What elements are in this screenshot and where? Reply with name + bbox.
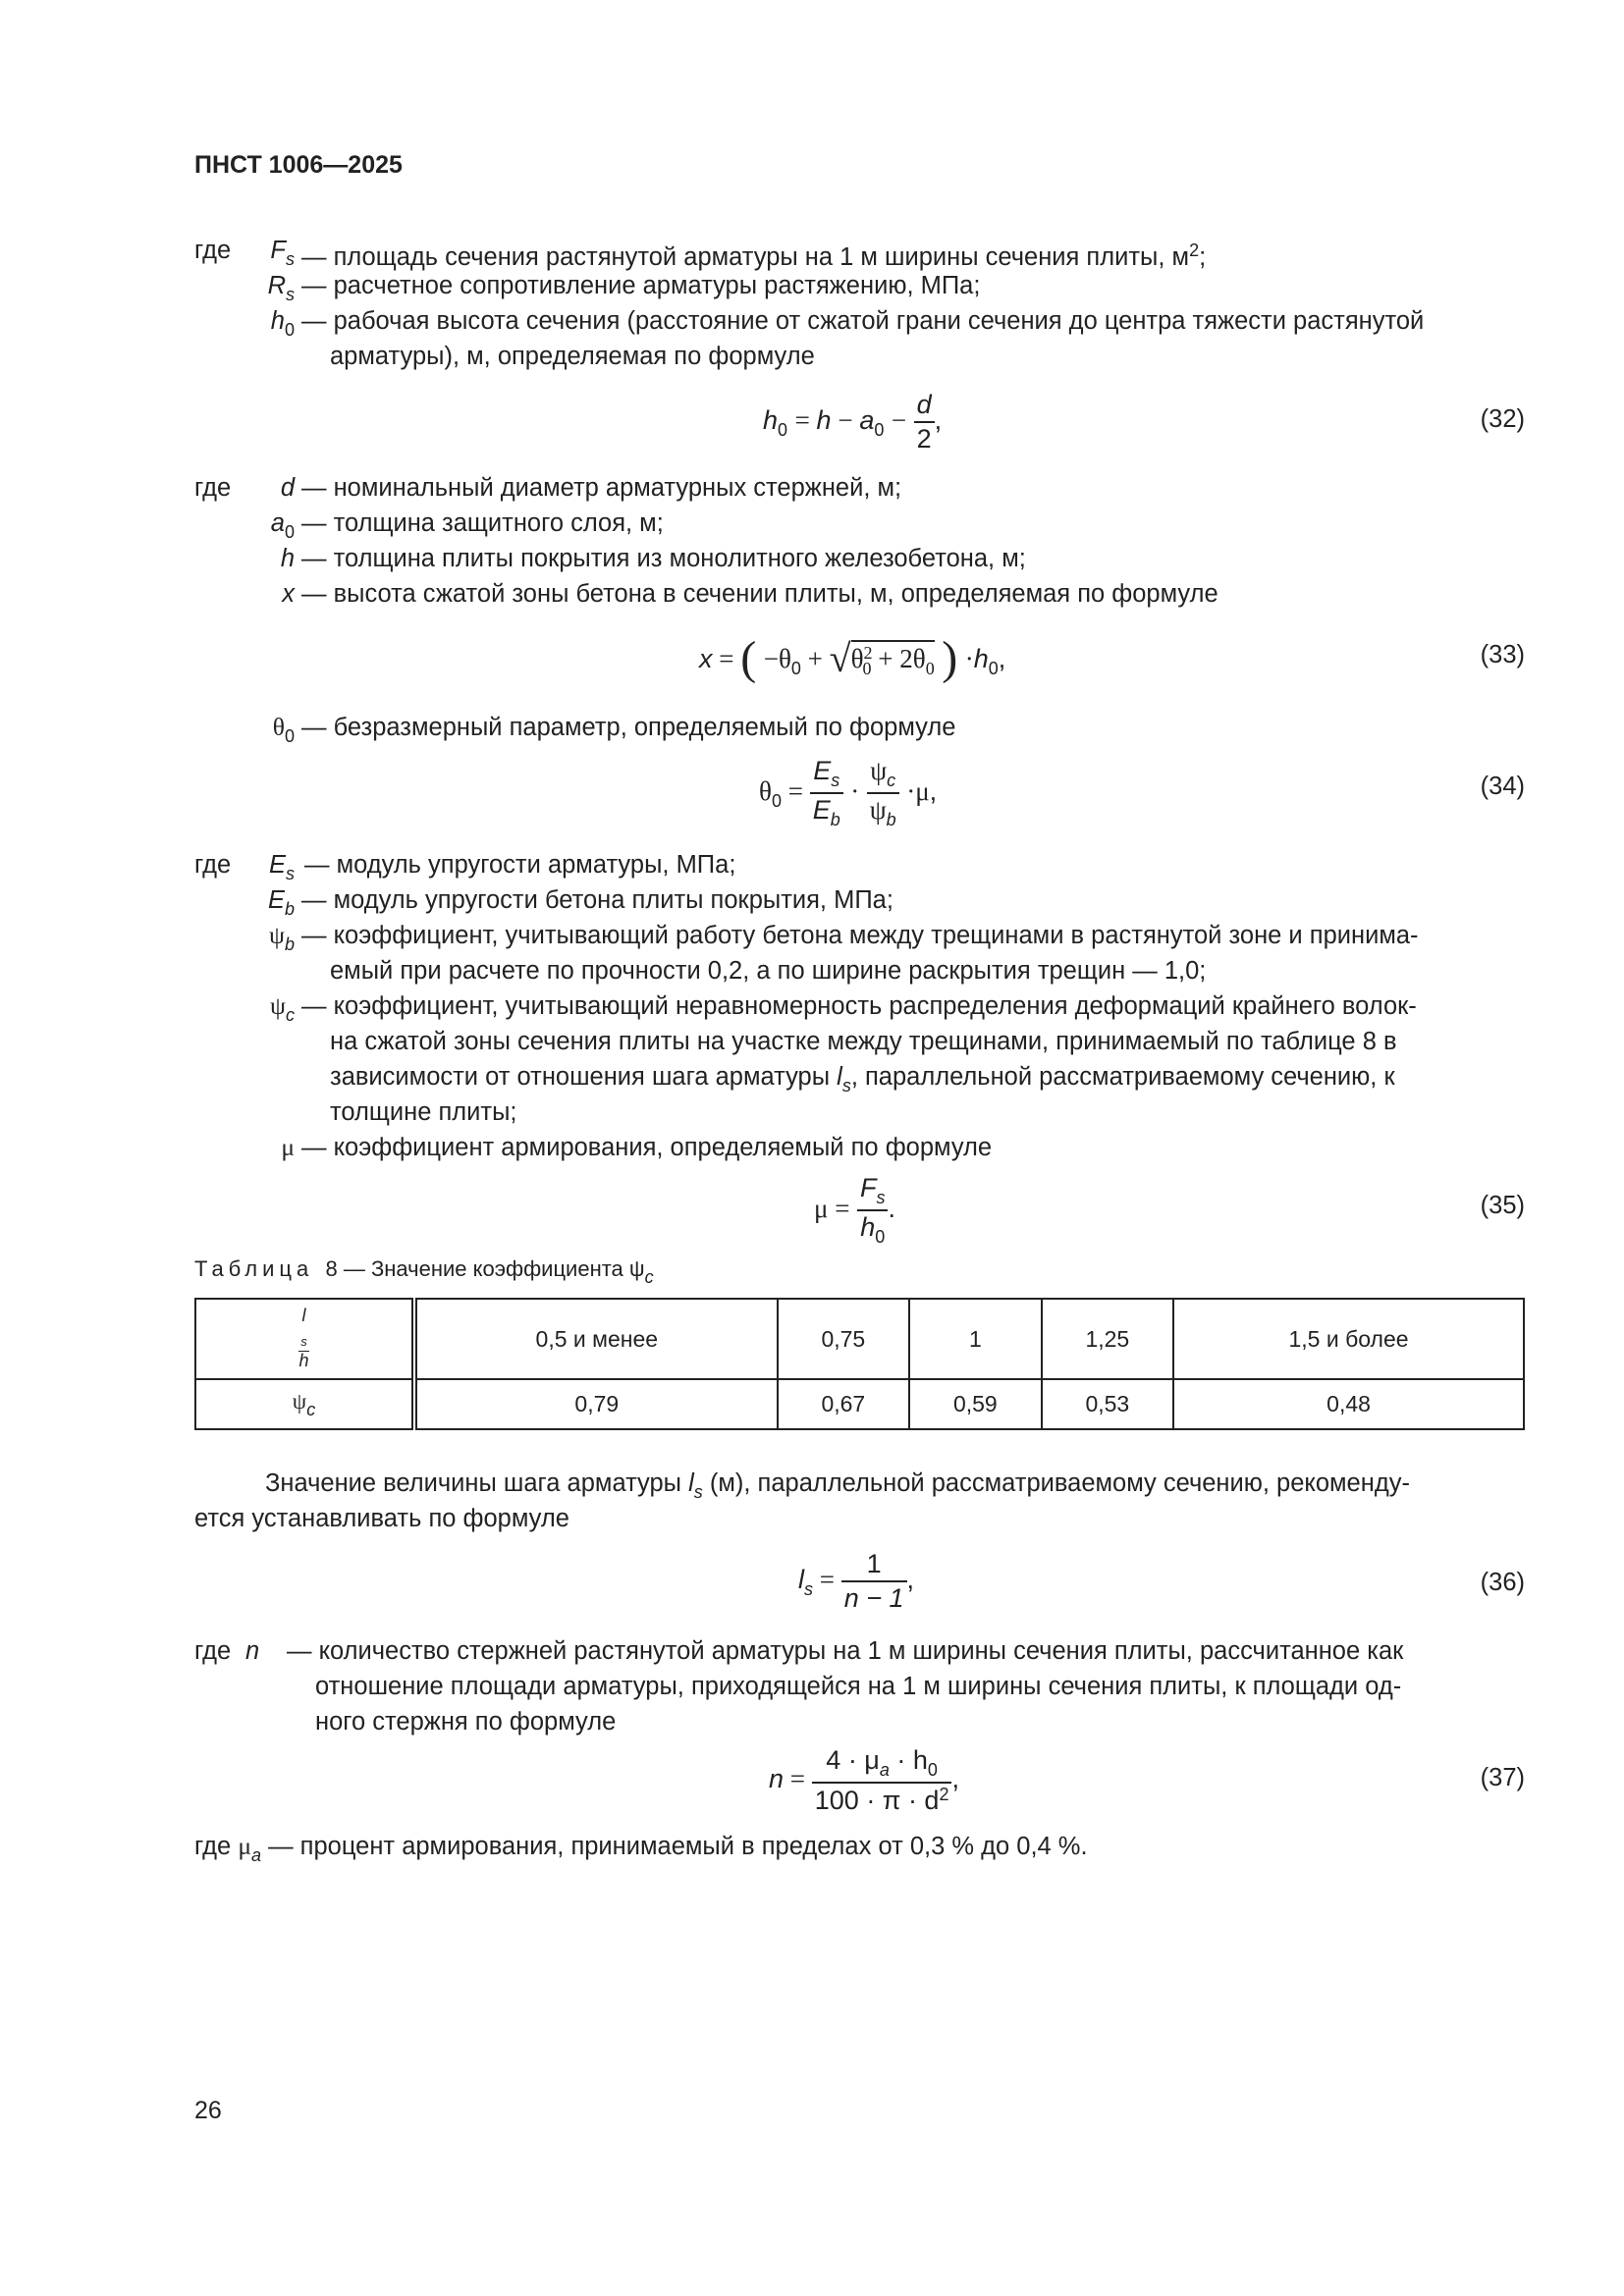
formula-34: $\theta_0$ = $\frac{E_s}{E_b}$ · $\frac{\psi_c}{\psi_b}$ ·μ,	[759, 756, 938, 829]
formula-number-35: (35)	[1480, 1192, 1525, 1219]
formula-number-32: (32)	[1480, 405, 1525, 433]
def-psi-c: — коэффициент, учитывающий неравномерность распределения деформаций крайнего волок-	[301, 992, 1417, 1020]
table-cell: 0,48	[1173, 1379, 1524, 1429]
def-Eb: — модуль упругости бетона плиты покрытия, МПа;	[301, 886, 893, 914]
symbol-h0: $h_0$	[270, 307, 295, 340]
symbol-Es: $E_s$	[268, 851, 295, 883]
document-id: ПНСТ 1006—2025	[194, 151, 403, 179]
paragraph-line-1: Значение величины шага арматуры $l_s$ (м), параллельной рассматриваемому сечению, рекоменду-	[265, 1469, 1410, 1502]
def-theta0: — безразмерный параметр, определяемый по формуле	[301, 714, 956, 741]
def-a0: — толщина защитного слоя, м;	[301, 509, 664, 537]
where-label: где	[194, 851, 232, 879]
table-cell: 0,53	[1042, 1379, 1174, 1429]
def-mu-a: где $\mu_a$ — процент армирования, принимаемый в пределах от 0,3 % до 0,4 %.	[194, 1832, 1088, 1865]
header-ratio-cell: l $_s$ h	[195, 1299, 414, 1379]
def-psi-b-cont: емый при расчете по прочности 0,2, а по ширине раскрытия трещин — 1,0;	[330, 957, 1207, 985]
table-cell: 0,67	[778, 1379, 910, 1429]
def-n-cont1: отношение площади арматуры, приходящейся на 1 м ширины сечения плиты, к площади од-	[315, 1673, 1402, 1700]
row-label-psi-c: $\psi_c$	[195, 1379, 414, 1429]
def-mu: — коэффициент армирования, определяемый по формуле	[301, 1134, 993, 1161]
def-h: — толщина плиты покрытия из монолитного железобетона, м;	[301, 545, 1026, 572]
def-psi-c-cont1: на сжатой зоны сечения плиты на участке между трещинами, принимаемый по таблице 8 в	[330, 1028, 1397, 1055]
table-8	[194, 1298, 1525, 1430]
def-h0-cont: арматуры), м, определяемая по формуле	[330, 343, 815, 370]
def-psi-c-cont3: толщине плиты;	[330, 1098, 517, 1126]
formula-number-34: (34)	[1480, 773, 1525, 800]
table-row	[195, 1379, 1524, 1429]
symbol-Eb: $E_b$	[267, 886, 295, 919]
table-cell: 0,79	[414, 1379, 778, 1429]
formula-32: $h_0 = h - a_0$ − $\frac{d}{2}$ ,	[763, 390, 943, 454]
formula-33: x = ( $-\theta_0 + √\theta^2_0 + 2\theta_0$ ) $\cdot h_0$,	[699, 632, 1006, 684]
header-cell: 0,5 и менее	[414, 1299, 778, 1379]
formula-number-36: (36)	[1480, 1569, 1525, 1596]
header-cell: 1,25	[1042, 1299, 1174, 1379]
symbol-Rs: $R_s$	[267, 272, 295, 304]
where-label: где	[194, 237, 232, 264]
symbol-a0: $a_0$	[270, 509, 295, 542]
symbol-mu: μ	[281, 1133, 295, 1161]
def-Fs: — площадь сечения растянутой арматуры на 1 м ширины сечения плиты, $м^2$;	[301, 240, 1207, 271]
table-caption: Таблица 8 — Значение коэффициента $\psi_c$	[194, 1256, 654, 1287]
page-number: 26	[194, 2097, 222, 2124]
header-cell: 0,75	[778, 1299, 910, 1379]
where-label: где	[194, 474, 232, 502]
def-Es: — модуль упругости арматуры, МПа;	[304, 851, 736, 879]
def-psi-b: — коэффициент, учитывающий работу бетона между трещинами в растянутой зоне и принима-	[301, 922, 1419, 949]
symbol-n: n	[245, 1637, 260, 1665]
symbol-theta0: $\theta_0$	[272, 713, 295, 746]
def-Rs: — расчетное сопротивление арматуры растяжению, МПа;	[301, 272, 981, 299]
symbol-h: h	[280, 545, 295, 572]
def-x: — высота сжатой зоны бетона в сечении плиты, м, определяемая по формуле	[301, 580, 1218, 608]
formula-36: $l_s$ = $\frac{1}{n - 1}$ ,	[798, 1549, 915, 1613]
symbol-Fs: $F_s$	[270, 237, 295, 269]
header-cell: 1	[909, 1299, 1042, 1379]
def-n: — количество стержней растянутой арматуры на 1 м ширины сечения плиты, рассчитанное как	[287, 1637, 1404, 1665]
symbol-d: d	[280, 474, 295, 502]
symbol-psi-b: $\psi_b$	[269, 921, 295, 954]
where-label: где	[194, 1637, 232, 1665]
formula-number-37: (37)	[1480, 1764, 1525, 1791]
def-d: — номинальный диаметр арматурных стержней, м;	[301, 474, 902, 502]
symbol-psi-c: $\psi_c$	[270, 991, 295, 1025]
table-header-row	[195, 1299, 1524, 1379]
formula-35: μ = $\frac{F_s}{h_0}$ .	[814, 1173, 895, 1247]
symbol-x: x	[282, 580, 295, 608]
header-cell: 1,5 и более	[1173, 1299, 1524, 1379]
def-psi-c-cont2: зависимости от отношения шага арматуры $l_s$, параллельной рассматриваемому сечению, к	[330, 1063, 1395, 1095]
formula-number-33: (33)	[1480, 641, 1525, 668]
formula-37: n = $\frac{4 \cdot \mu_a \cdot h_0}{100 \cdot \pi \cdot d^2}$ ,	[769, 1745, 959, 1815]
def-n-cont2: ного стержня по формуле	[315, 1708, 617, 1735]
table-cell: 0,59	[909, 1379, 1042, 1429]
paragraph-line-2: ется устанавливать по формуле	[194, 1505, 569, 1532]
def-h0: — рабочая высота сечения (расстояние от сжатой грани сечения до центра тяжести растянутой	[301, 307, 1425, 335]
